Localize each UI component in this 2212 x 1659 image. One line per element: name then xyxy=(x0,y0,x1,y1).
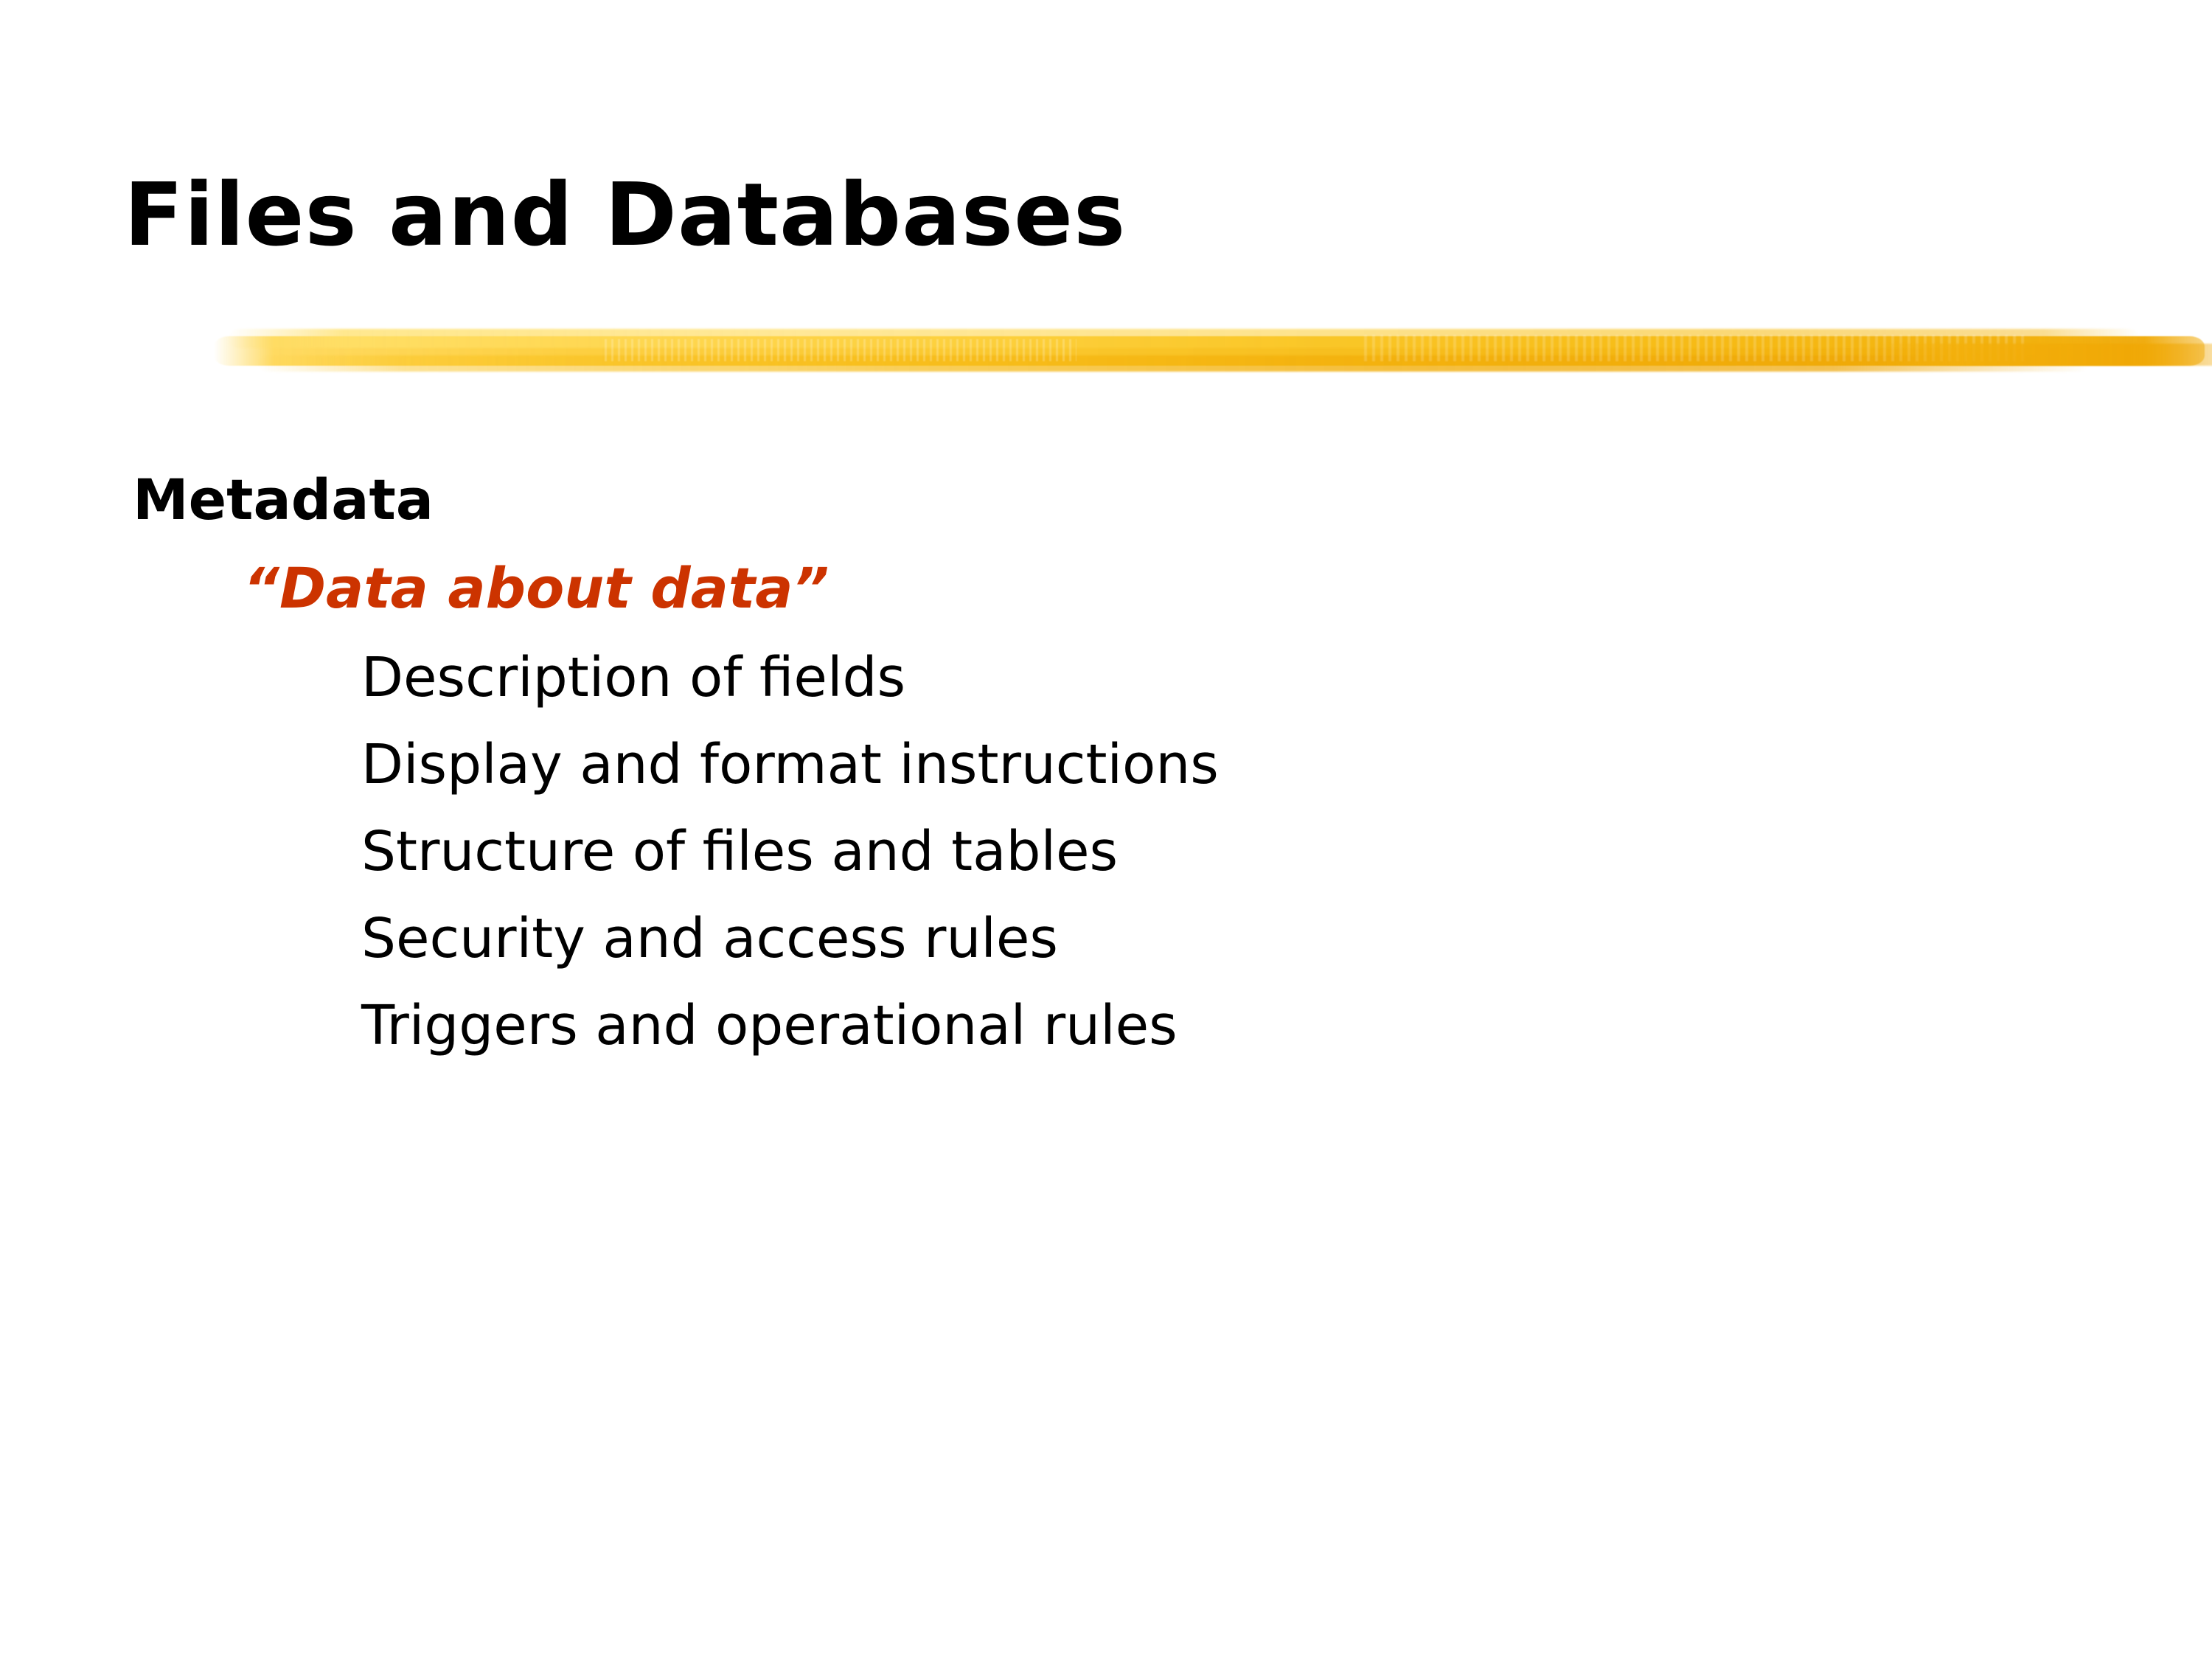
list-item: Display and format instructions xyxy=(361,733,1219,796)
content-heading: Metadata xyxy=(133,467,434,532)
list-item: Structure of files and tables xyxy=(361,820,1119,883)
list-item: Security and access rules xyxy=(361,907,1058,970)
page-title: Files and Databases xyxy=(124,164,1127,265)
content-subheading: “Data about data” xyxy=(243,555,830,621)
brush-stroke-decoration xyxy=(214,323,2205,380)
slide-body xyxy=(0,467,2212,1085)
list-item: Description of fields xyxy=(361,646,906,709)
list-item: Triggers and operational rules xyxy=(361,994,1178,1057)
